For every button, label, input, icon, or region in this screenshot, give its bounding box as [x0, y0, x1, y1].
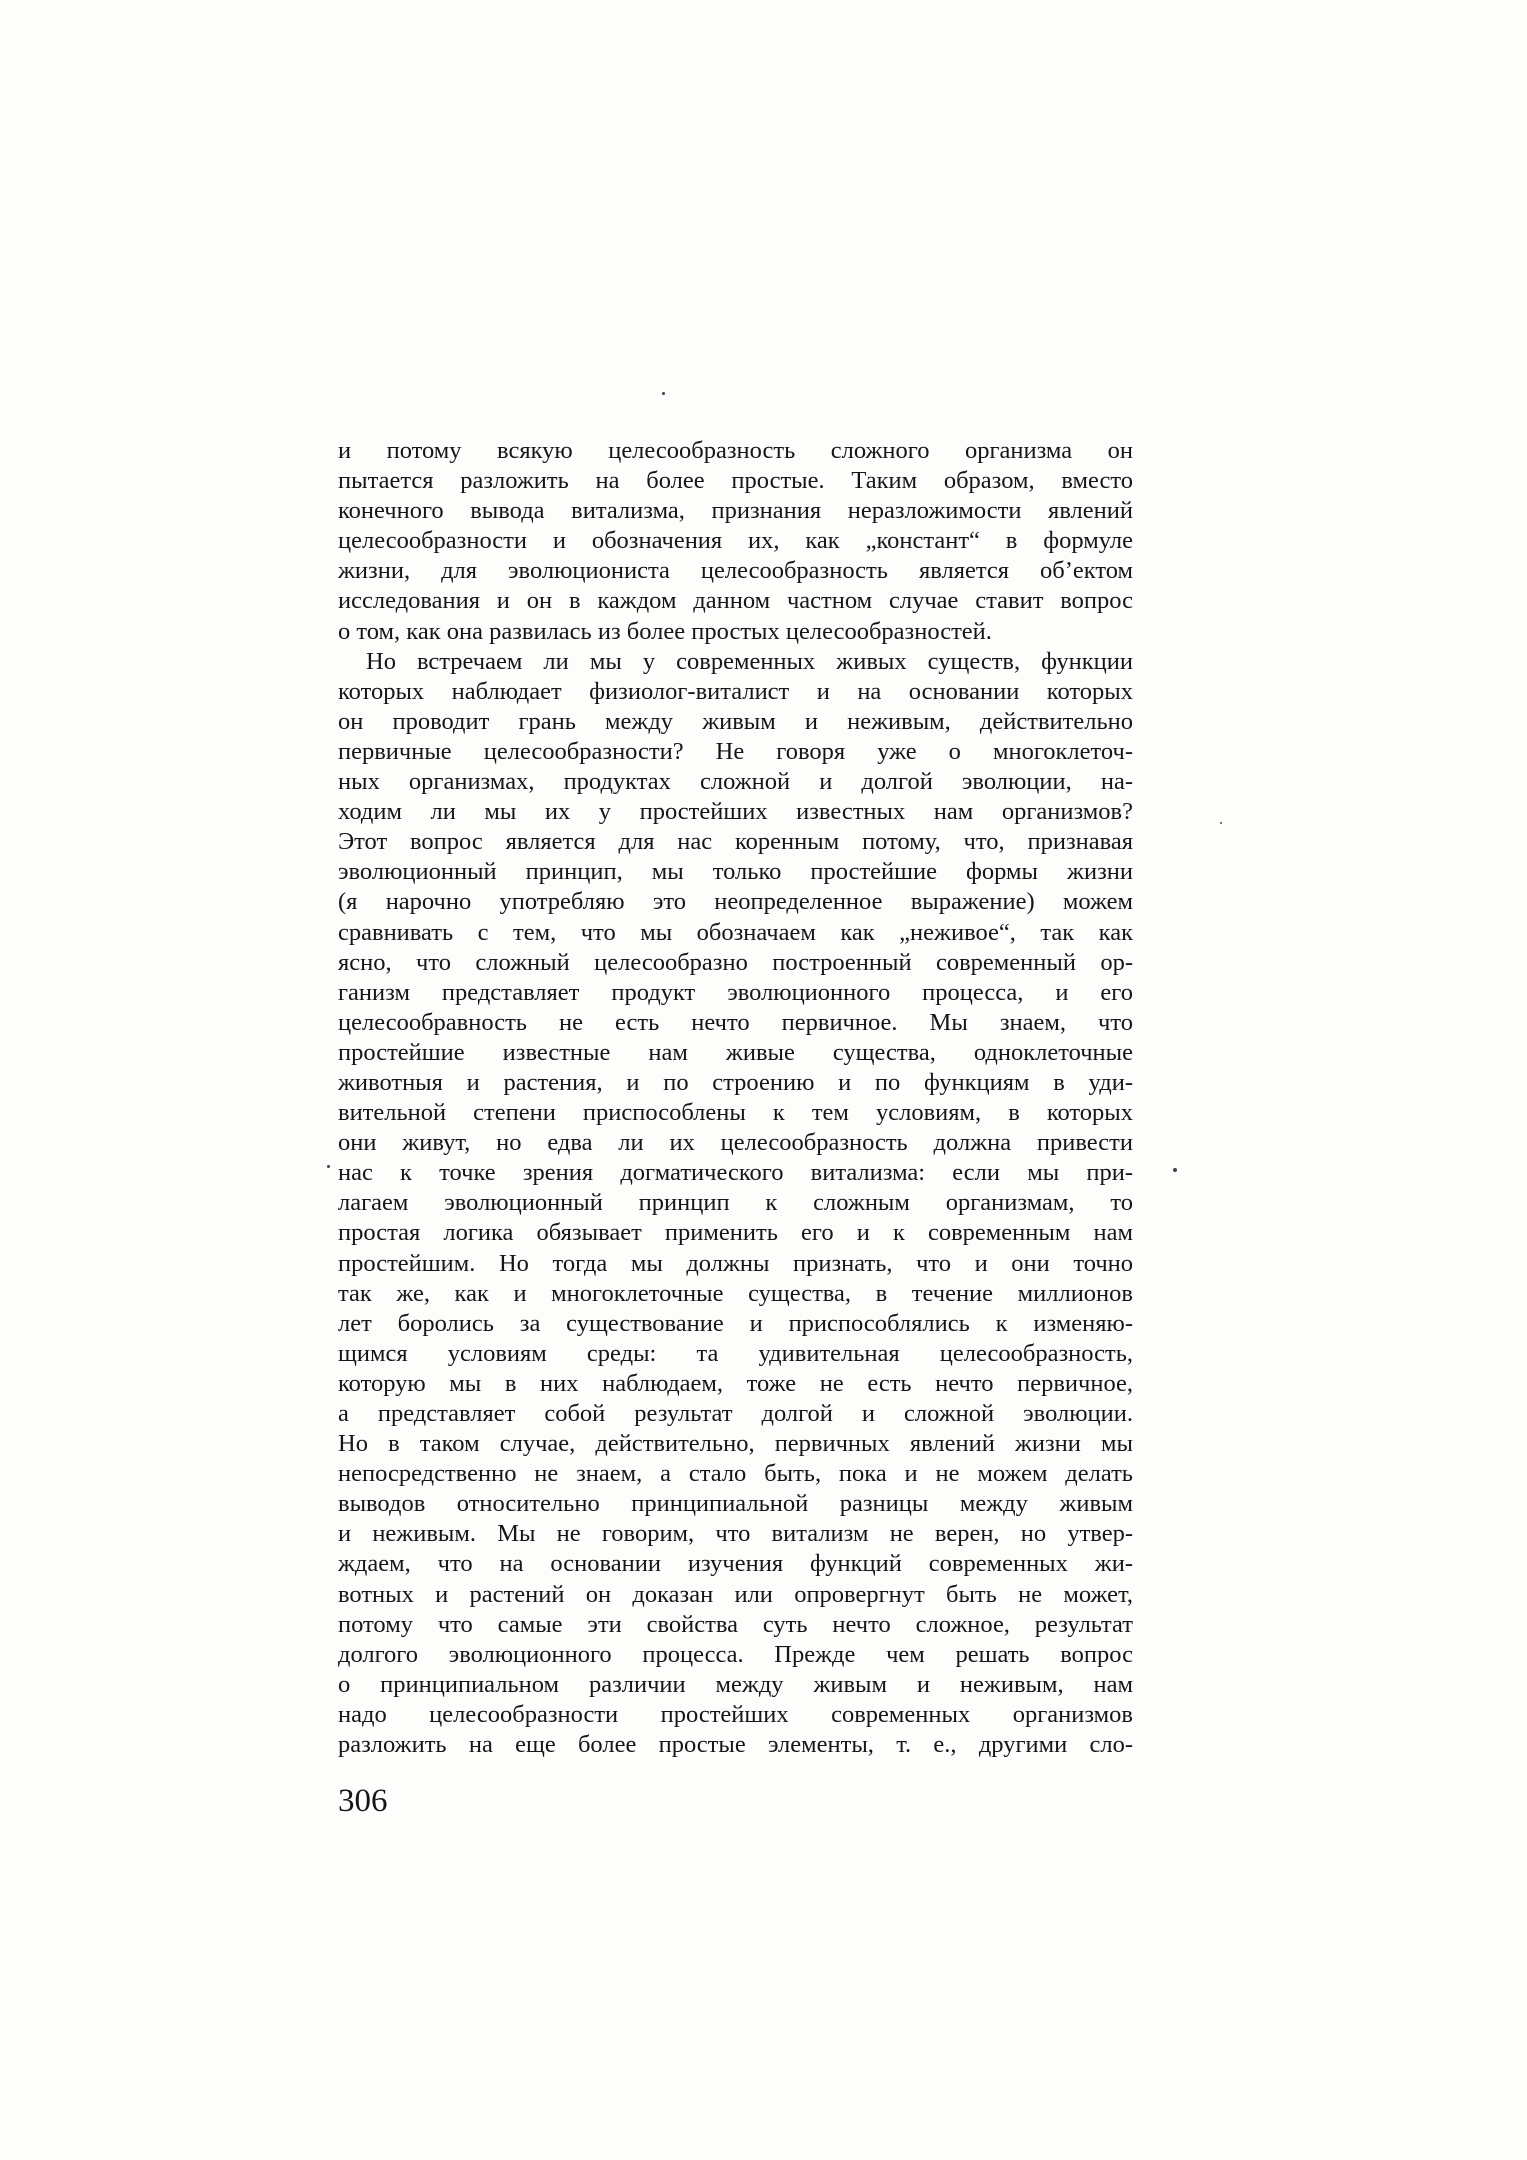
text-line: которую мы в них наблюдаем, тоже не есть нечто первичное,: [338, 1369, 1133, 1397]
text-line: которых наблюдает физиолог-виталист и на основании которых: [338, 677, 1133, 705]
text-line: первичные целесообразности? Не говоря уже о многоклеточ-: [338, 737, 1133, 765]
text-line: о том, как она развилась из более простых целесообразностей.: [338, 617, 992, 645]
text-line: выводов относительно принципиальной разницы между живым: [338, 1490, 1133, 1518]
text-line: непосредственно не знаем, а стало быть, пока и не можем делать: [338, 1460, 1133, 1488]
text-line: вительной степени приспособлены к тем условиям, в которых: [338, 1099, 1133, 1127]
text-line: так же, как и многоклеточные существа, в течение миллионов: [338, 1279, 1133, 1307]
text-line: и неживым. Мы не говорим, что витализм не верен, но утвер-: [338, 1520, 1133, 1548]
text-line: исследования и он в каждом данном частном случае ставит вопрос: [338, 587, 1133, 615]
text-line: ходим ли мы их у простейших известных нам организмов?: [338, 798, 1133, 826]
text-line: разложить на еще более простые элементы, т. е., другими сло-: [338, 1731, 1133, 1759]
text-line: надо целесообразности простейших современных организмов: [338, 1700, 1133, 1728]
text-line: сравнивать с тем, что мы обозначаем как „неживое“, так как: [338, 918, 1133, 946]
text-line: ганизм представляет продукт эволюционного процесса, и его: [338, 978, 1133, 1006]
text-line: простейшие известные нам живые существа, одноклеточные: [338, 1038, 1133, 1066]
scan-speck: [662, 392, 665, 395]
text-line: долгого эволюционного процесса. Прежде чем решать вопрос: [338, 1640, 1133, 1668]
scan-speck: [327, 1165, 330, 1168]
text-line: лагаем эволюционный принцип к сложным организмам, то: [338, 1189, 1133, 1217]
text-line: целесообравность не есть нечто первичное. Мы знаем, что: [338, 1008, 1133, 1036]
text-line: простейшим. Но тогда мы должны признать, что и они точно: [338, 1249, 1133, 1277]
text-line: он проводит грань между живым и неживым, действительно: [338, 707, 1133, 735]
page-number: 306: [338, 1783, 388, 1819]
text-line: щимся условиям среды: та удивительная целесообразность,: [338, 1339, 1133, 1367]
text-line: пытается разложить на более простые. Таким образом, вместо: [338, 467, 1133, 495]
text-line: животныя и растения, и по строению и по функциям в уди-: [338, 1068, 1133, 1096]
text-line: Этот вопрос является для нас коренным потому, что, признавая: [338, 828, 1133, 856]
text-line: ясно, что сложный целесообразно построенный современный ор-: [338, 948, 1133, 976]
scan-speck: [1220, 822, 1222, 824]
text-line: целесообразности и обозначения их, как „констант“ в формуле: [338, 527, 1133, 555]
scan-speck: [1173, 1168, 1177, 1172]
text-line: они живут, но едва ли их целесообразность должна привести: [338, 1129, 1133, 1157]
text-line: о принципиальном различии между живым и неживым, нам: [338, 1670, 1133, 1698]
text-line: ных организмах, продуктах сложной и долгой эволюции, на-: [338, 768, 1133, 796]
body-text: [338, 436, 1133, 1760]
text-line: и потому всякую целесообразность сложного организма он: [338, 437, 1133, 464]
text-line: Но встречаем ли мы у современных живых существ, функции: [366, 647, 1133, 675]
text-line: нас к точке зрения догматического витализма: если мы при-: [338, 1159, 1133, 1187]
text-line: вотных и растений он доказан или опровергнут быть не может,: [338, 1580, 1133, 1608]
text-line: простая логика обязывает применить его и к современным нам: [338, 1219, 1133, 1247]
text-line: жизни, для эволюциониста целесообразность является об’ектом: [338, 557, 1133, 585]
text-line: эволюционный принцип, мы только простейшие формы жизни: [338, 858, 1133, 886]
text-line: конечного вывода витализма, признания неразложимости явлений: [338, 497, 1133, 525]
text-line: (я нарочно употребляю это неопределенное выражение) можем: [338, 888, 1133, 916]
text-line: ждаем, что на основании изучения функций современных жи-: [338, 1550, 1133, 1578]
text-line: лет боролись за существование и приспособлялись к изменяю-: [338, 1309, 1133, 1337]
text-line: Но в таком случае, действительно, первичных явлений жизни мы: [338, 1430, 1133, 1458]
text-line: потому что самые эти свойства суть нечто сложное, результат: [338, 1610, 1133, 1638]
text-line: а представляет собой результат долгой и сложной эволюции.: [338, 1400, 1133, 1427]
